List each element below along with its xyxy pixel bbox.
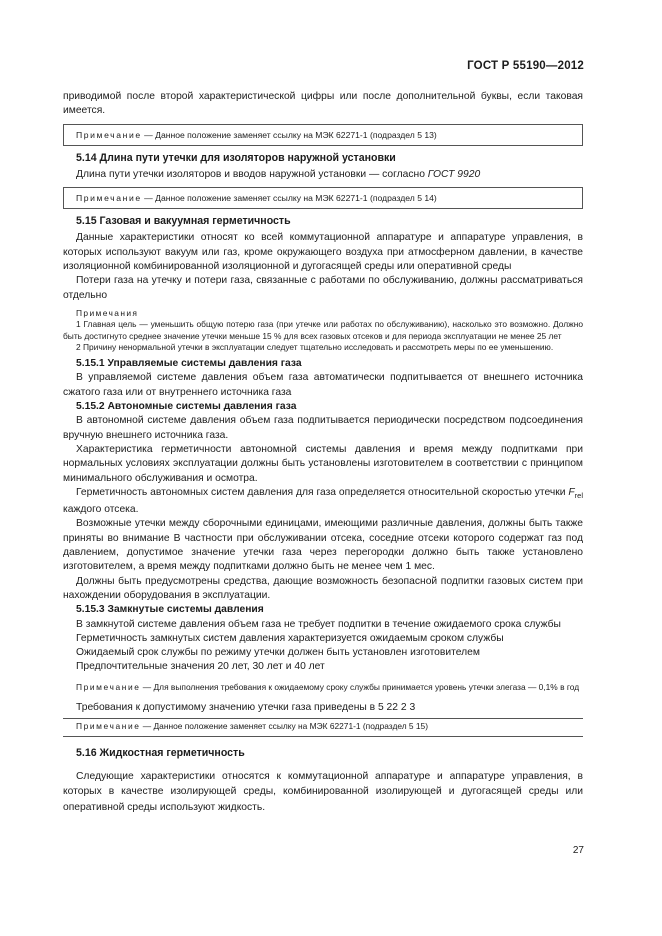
note-text: — Данное положение заменяет ссылку на МЭК 62271-1 (подраздел 5 15) [140,721,429,732]
intro-paragraph: приводимой после второй характеристической цифры или после дополнительной буквы, если таковая имеется. [63,91,583,117]
section-5152-p1: В автономной системе давления объем газа подпитывается периодически посредством подсоединения вручную внешнего источника газа. [63,415,583,441]
note-box-514 [63,187,583,209]
section-5151-p1: В управляемой системе давления объем газа автоматически подпитывается от внешнего источника сжатого газа или от внутреннего источника газа [63,372,583,398]
note-2: 2 Причину ненормальной утечки в эксплуатации следует тщательно исследовать и рассмотреть меры по ее уменьшению. [76,341,554,352]
note-label: Примечание [76,193,142,204]
section-515-heading: 5.15 Газовая и вакуумная герметичность [76,215,291,228]
note-label: Примечание [76,129,142,140]
note-1: 1 Главная цель — уменьшить общую потерю газа (при утечке или работах по обслуживанию), насколько это возможно. Должно быть достигнуто среднее значение утечки меньше 15 % для всех газовых отсеков и для периода эксплуатации не менее 25 лет [63,319,583,341]
section-514-heading: 5.14 Длина пути утечки для изоляторов наружной установки [76,151,396,164]
page-number: 27 [572,845,584,856]
note-label: Примечание [76,681,141,692]
section-514-text: Длина пути утечки изоляторов и вводов наружной установки — согласно ГОСТ 9920 [76,168,481,180]
section-5152-heading: 5.15.2 Автономные системы давления газа [76,401,297,413]
note-text: — Данное положение заменяет ссылку на МЭК 62271-1 (подраздел 5 14) [141,193,437,204]
standard-number: ГОСТ Р 55190—2012 [467,60,584,72]
section-5151-heading: 5.15.1 Управляемые системы давления газа [76,358,302,370]
section-5153-p4: Предпочтительные значения 20 лет, 30 лет и 40 лет [76,661,325,673]
page-content [63,90,583,815]
section-5152-p5: Должны быть предусмотрены средства, дающие возможность безопасной подпитки газовых систем при нахождении оборудования в эксплуатации. [63,575,583,601]
note-label: Примечание [76,721,141,732]
note-text: — Данное положение заменяет ссылку на МЭК 62271-1 (подраздел 5 13) [141,129,437,140]
section-516-heading: 5.16 Жидкостная герметичность [76,746,245,759]
section-5153-heading: 5.15.3 Замкнутые системы давления [76,604,264,616]
divider [63,718,583,719]
section-5153-p2: Герметичность замкнутых систем давления характеризуется ожидаемым сроком службы [76,632,504,644]
note-515-end [63,721,583,732]
section-515-p1: Данные характеристики относят ко всей коммутационной аппаратуре и аппаратуре управления, в которых используют вакуум или газ, кроме окружающего воздуха при атмосферном давлении, в качестве изоляционной комбинированной изоляционной и дугогасящей среды или оперативной среды [63,232,583,273]
note-box-513 [63,124,583,146]
note-text: — Для выполнения требования к ожидаемому сроку службы принимается уровень утечки элегаза — 0,1% в год [140,681,580,692]
gost-reference: ГОСТ 9920 [427,168,481,180]
formula-symbol: F [568,486,575,498]
section-5152-p2: Характеристика герметичности автономной системы давления и время между подпитками при нормальных условиях эксплуатации должны быть установлены изготовителем в соответствии с принципом минимального обслуживания и осмотра. [63,443,583,484]
divider [63,736,583,737]
section-5152-p4: Возможные утечки между сборочными единицами, имеющими различные давления, должны быть также приняты во внимание В частности при обслуживании отсека, соседние отсеки которого содержат газ под давлением, допустимое значение утечки газа через перегородки должно быть также установлено изготовителем, а время между подпитками должно быть не менее чем 1 мес. [63,518,583,573]
section-5152-p3: Герметичность автономных систем давления для газа определяется относительной скоростью утечки $F_{rel}$ каждого отсека. [63,486,583,516]
note-5153 [63,682,583,693]
section-516-p1: Следующие характеристики относятся к коммутационной аппаратуре и аппаратуре управления, в которых в качестве изолирующей среды, комбинированной изолирующей и дугогасящей среды или оперативной среды используют жидкость. [63,770,583,813]
notes-515 [63,308,583,353]
section-5153-p3: Ожидаемый срок службы по режиму утечки должен быть установлен изготовителем [76,647,480,659]
notes-label: Примечания [76,307,139,318]
formula-subscript: rel [574,490,583,500]
section-5153-p1: В замкнутой системе давления объем газа не требует подпитки в течение ожидаемого срока службы [76,618,561,630]
section-5153-p5: Требования к допустимому значению утечки газа приведены в 5 22 2 3 [76,702,416,714]
section-515-p2: Потери газа на утечку и потери газа, связанные с работами по обслуживанию, должны рассматриваться отдельно [63,275,583,301]
